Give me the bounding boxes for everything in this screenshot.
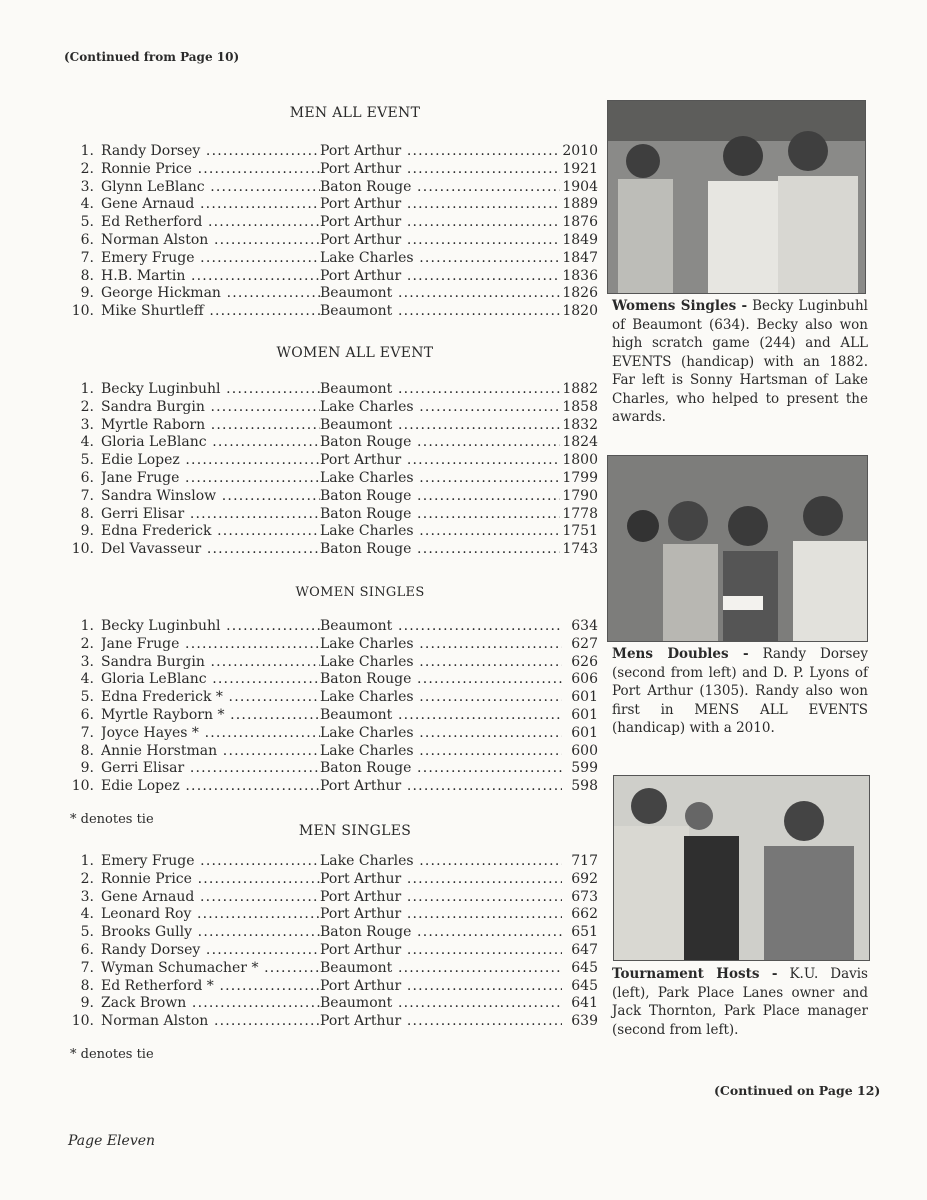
cell-rank: 1. — [80, 618, 94, 634]
cell-name: Sandra Burgin ..... — [101, 654, 320, 672]
cell-rank: 5. — [80, 452, 94, 469]
cell-city: Port Arthur ..... — [320, 871, 562, 889]
cell-name: Sandra Winslow ..... — [101, 488, 320, 506]
cell-rank: 8. — [80, 977, 94, 994]
cell-score: 645 — [571, 977, 598, 994]
cell-city: Beaumont ..... — [320, 960, 562, 978]
cell-name: Gerri Elisar ..... — [101, 760, 320, 778]
cell-score: 606 — [571, 671, 598, 688]
cell-rank: 7. — [80, 959, 94, 976]
table-row — [64, 978, 598, 996]
cell-city: Port Arthur ..... — [320, 978, 562, 996]
table-row — [64, 889, 598, 907]
cell-rank: 6. — [80, 706, 94, 723]
cell-score: 1800 — [562, 452, 598, 469]
cell-score: 1820 — [562, 303, 598, 320]
cell-rank: 4. — [80, 196, 94, 213]
table-row — [64, 778, 598, 796]
cell-score: 1826 — [562, 285, 598, 302]
cell-score: 647 — [571, 941, 598, 958]
cell-name: Gene Arnaud ..... — [101, 196, 320, 214]
cell-score: 1751 — [562, 523, 598, 540]
cell-city: Port Arthur ..... — [320, 143, 560, 161]
cell-rank: 6. — [80, 231, 94, 248]
cell-name: Ronnie Price ..... — [101, 871, 320, 889]
cell-rank: 10. — [71, 1013, 94, 1030]
cell-name: Edna Frederick ..... — [101, 523, 320, 541]
cell-rank: 10. — [71, 778, 94, 795]
cell-name: Ed Retherford ..... — [101, 214, 320, 232]
cell-name: Norman Alston ..... — [101, 232, 320, 250]
cell-rank: 5. — [80, 214, 94, 231]
cell-rank: 4. — [80, 671, 94, 688]
cell-rank: 5. — [80, 689, 94, 706]
cell-score: 662 — [571, 906, 598, 923]
table-row — [64, 618, 598, 636]
cell-name: Jane Fruge ..... — [101, 470, 320, 488]
photo-womens-singles — [607, 100, 866, 294]
cell-score: 1832 — [562, 416, 598, 433]
cell-name: Zack Brown ..... — [101, 995, 320, 1013]
table-row — [64, 452, 598, 470]
caption-lead: Tournament Hosts - — [612, 966, 778, 982]
continued-on: (Continued on Page 12) — [714, 1083, 881, 1098]
cell-city: Lake Charles ..... — [320, 654, 562, 672]
cell-city: Port Arthur ..... — [320, 778, 562, 796]
cell-score: 1876 — [562, 214, 598, 231]
cell-rank: 7. — [80, 249, 94, 266]
cell-rank: 2. — [80, 160, 94, 177]
cell-city: Baton Rouge ..... — [320, 671, 562, 689]
table-row — [64, 143, 598, 161]
cell-rank: 2. — [80, 870, 94, 887]
cell-score: 1778 — [562, 505, 598, 522]
men-all-event-title: MEN ALL EVENT — [289, 105, 421, 121]
cell-name: Joyce Hayes * ..... — [101, 725, 320, 743]
cell-score: 600 — [571, 742, 598, 759]
table-row — [64, 689, 598, 707]
cell-rank: 6. — [80, 941, 94, 958]
cell-name: Mike Shurtleff ..... — [101, 303, 320, 321]
table-row — [64, 196, 598, 214]
cell-rank: 1. — [80, 143, 94, 159]
cell-city: Lake Charles ..... — [320, 250, 560, 268]
cell-rank: 9. — [80, 285, 94, 302]
cell-name: Norman Alston ..... — [101, 1013, 320, 1031]
cell-score: 645 — [571, 959, 598, 976]
cell-rank: 5. — [80, 924, 94, 941]
table-row — [64, 636, 598, 654]
cell-score: 1882 — [562, 381, 598, 397]
cell-city: Port Arthur ..... — [320, 268, 560, 286]
table-row — [64, 654, 598, 672]
cell-rank: 2. — [80, 635, 94, 652]
cell-city: Lake Charles ..... — [320, 725, 562, 743]
cell-city: Port Arthur ..... — [320, 452, 560, 470]
cell-rank: 3. — [80, 888, 94, 905]
caption-text: Randy Dorsey (second from left) and D. P. Lyons of Port Arthur (1305). Randy also won first in MENS ALL EVENTS (handicap) with a 2010. — [612, 646, 868, 736]
table-row — [64, 906, 598, 924]
cell-name: Edie Lopez ..... — [101, 778, 320, 796]
table-row — [64, 853, 598, 871]
cell-name: Jane Fruge ..... — [101, 636, 320, 654]
cell-name: Edie Lopez ..... — [101, 452, 320, 470]
cell-score: 601 — [571, 724, 598, 741]
cell-score: 627 — [571, 635, 598, 652]
cell-city: Baton Rouge ..... — [320, 924, 562, 942]
cell-score: 1889 — [562, 196, 598, 213]
continued-from: (Continued from Page 10) — [64, 50, 240, 64]
cell-name: Gloria LeBlanc ..... — [101, 671, 320, 689]
cell-name: Myrtle Raborn ..... — [101, 417, 320, 435]
caption-womens-singles — [612, 297, 868, 427]
cell-name: H.B. Martin ..... — [101, 268, 320, 286]
cell-rank: 3. — [80, 416, 94, 433]
photo-tournament-hosts — [613, 775, 870, 961]
cell-city: Baton Rouge ..... — [320, 488, 560, 506]
cell-city: Lake Charles ..... — [320, 523, 560, 541]
cell-city: Beaumont ..... — [320, 707, 562, 725]
cell-score: 641 — [571, 995, 598, 1012]
cell-name: Wyman Schumacher * ..... — [101, 960, 320, 978]
table-row — [64, 743, 598, 761]
cell-score: 634 — [571, 618, 598, 634]
cell-score: 598 — [571, 778, 598, 795]
table-row — [64, 995, 598, 1013]
cell-name: Gerri Elisar ..... — [101, 506, 320, 524]
cell-city: Lake Charles ..... — [320, 853, 562, 871]
cell-city: Port Arthur ..... — [320, 889, 562, 907]
cell-city: Lake Charles ..... — [320, 689, 562, 707]
cell-score: 601 — [571, 706, 598, 723]
cell-name: Annie Horstman ..... — [101, 743, 320, 761]
cell-city: Baton Rouge ..... — [320, 541, 560, 559]
cell-rank: 10. — [71, 303, 94, 320]
table-row — [64, 381, 598, 399]
cell-score: 651 — [571, 924, 598, 941]
cell-city: Port Arthur ..... — [320, 196, 560, 214]
table-row — [64, 760, 598, 778]
cell-name: Myrtle Rayborn * ..... — [101, 707, 320, 725]
caption-lead: Womens Singles - — [612, 298, 748, 314]
cell-city: Beaumont ..... — [320, 995, 562, 1013]
cell-rank: 9. — [80, 523, 94, 540]
cell-city: Beaumont ..... — [320, 618, 562, 636]
men-singles-title: MEN SINGLES — [298, 823, 412, 839]
cell-score: 673 — [571, 888, 598, 905]
table-row — [64, 523, 598, 541]
cell-score: 1790 — [562, 487, 598, 504]
table-row — [64, 871, 598, 889]
cell-name: Randy Dorsey ..... — [101, 143, 320, 161]
cell-city: Port Arthur ..... — [320, 214, 560, 232]
cell-score: 1799 — [562, 469, 598, 486]
women-singles-table — [64, 618, 598, 796]
table-row — [64, 161, 598, 179]
cell-name: Leonard Roy ..... — [101, 906, 320, 924]
cell-rank: 4. — [80, 906, 94, 923]
women-singles-note: * denotes tie — [70, 812, 154, 827]
page-label: Page Eleven — [68, 1133, 156, 1149]
cell-name: Becky Luginbuhl ..... — [101, 381, 320, 399]
table-row — [64, 924, 598, 942]
cell-rank: 1. — [80, 381, 94, 397]
cell-rank: 3. — [80, 178, 94, 195]
cell-rank: 10. — [71, 541, 94, 558]
cell-score: 639 — [571, 1013, 598, 1030]
women-singles-title: WOMEN SINGLES — [295, 585, 425, 600]
cell-score: 1847 — [562, 249, 598, 266]
cell-city: Beaumont ..... — [320, 285, 560, 303]
cell-score: 1921 — [562, 160, 598, 177]
cell-score: 1836 — [562, 267, 598, 284]
cell-name: Randy Dorsey ..... — [101, 942, 320, 960]
table-row — [64, 707, 598, 725]
women-all-event-title: WOMEN ALL EVENT — [276, 345, 434, 361]
cell-score: 1858 — [562, 398, 598, 415]
cell-rank: 7. — [80, 724, 94, 741]
cell-name: Gene Arnaud ..... — [101, 889, 320, 907]
cell-score: 601 — [571, 689, 598, 706]
cell-city: Lake Charles ..... — [320, 636, 562, 654]
cell-city: Port Arthur ..... — [320, 161, 560, 179]
caption-mens-doubles — [612, 645, 868, 738]
table-row — [64, 250, 598, 268]
cell-name: Sandra Burgin ..... — [101, 399, 320, 417]
cell-rank: 7. — [80, 487, 94, 504]
cell-city: Beaumont ..... — [320, 417, 560, 435]
cell-city: Lake Charles ..... — [320, 470, 560, 488]
cell-rank: 2. — [80, 398, 94, 415]
cell-name: Becky Luginbuhl ..... — [101, 618, 320, 636]
table-row — [64, 960, 598, 978]
cell-rank: 9. — [80, 995, 94, 1012]
men-all-event-table — [64, 143, 598, 321]
caption-tournament-hosts — [612, 965, 868, 1039]
table-row — [64, 506, 598, 524]
cell-rank: 4. — [80, 434, 94, 451]
cell-score: 1824 — [562, 434, 598, 451]
cell-score: 692 — [571, 870, 598, 887]
cell-score: 626 — [571, 653, 598, 670]
table-row — [64, 942, 598, 960]
table-row — [64, 303, 598, 321]
cell-score: 717 — [571, 853, 598, 869]
cell-name: Glynn LeBlanc ..... — [101, 179, 320, 197]
cell-name: Ronnie Price ..... — [101, 161, 320, 179]
cell-score: 1904 — [562, 178, 598, 195]
cell-name: George Hickman ..... — [101, 285, 320, 303]
cell-city: Beaumont ..... — [320, 303, 560, 321]
cell-rank: 9. — [80, 760, 94, 777]
cell-city: Baton Rouge ..... — [320, 760, 562, 778]
cell-rank: 6. — [80, 469, 94, 486]
table-row — [64, 285, 598, 303]
men-singles-note: * denotes tie — [70, 1047, 154, 1062]
men-singles-table — [64, 853, 598, 1031]
table-row — [64, 470, 598, 488]
table-row — [64, 1013, 598, 1031]
cell-name: Gloria LeBlanc ..... — [101, 434, 320, 452]
caption-text: Becky Luginbuhl of Beaumont (634). Becky also won high scratch game (244) and ALL EVENTS (handicap) with an 1882. Far left is Sonny Hartsman of Lake Charles, who helped to present the awards. — [612, 298, 868, 425]
cell-score: 599 — [571, 760, 598, 777]
table-row — [64, 268, 598, 286]
cell-rank: 8. — [80, 505, 94, 522]
table-row — [64, 399, 598, 417]
cell-city: Beaumont ..... — [320, 381, 560, 399]
cell-city: Baton Rouge ..... — [320, 179, 560, 197]
cell-name: Emery Fruge ..... — [101, 250, 320, 268]
table-row — [64, 232, 598, 250]
cell-city: Baton Rouge ..... — [320, 506, 560, 524]
cell-city: Port Arthur ..... — [320, 942, 562, 960]
cell-city: Port Arthur ..... — [320, 906, 562, 924]
cell-name: Brooks Gully ..... — [101, 924, 320, 942]
cell-name: Edna Frederick * ..... — [101, 689, 320, 707]
table-row — [64, 434, 598, 452]
photo-mens-doubles — [607, 455, 868, 642]
caption-lead: Mens Doubles - — [612, 646, 749, 662]
cell-score: 1743 — [562, 541, 598, 558]
women-all-event-table — [64, 381, 598, 559]
cell-city: Lake Charles ..... — [320, 399, 560, 417]
cell-city: Port Arthur ..... — [320, 1013, 562, 1031]
caption-text: K.U. Davis (left), Park Place Lanes owner and Jack Thornton, Park Place manager (second from left). — [612, 966, 868, 1038]
table-row — [64, 417, 598, 435]
cell-name: Del Vavasseur ..... — [101, 541, 320, 559]
cell-name: Ed Retherford * ..... — [101, 978, 320, 996]
cell-rank: 3. — [80, 653, 94, 670]
cell-city: Baton Rouge ..... — [320, 434, 560, 452]
table-row — [64, 541, 598, 559]
table-row — [64, 179, 598, 197]
table-row — [64, 488, 598, 506]
table-row — [64, 671, 598, 689]
table-row — [64, 725, 598, 743]
cell-name: Emery Fruge ..... — [101, 853, 320, 871]
cell-rank: 1. — [80, 853, 94, 869]
cell-score: 1849 — [562, 231, 598, 248]
table-row — [64, 214, 598, 232]
cell-city: Lake Charles ..... — [320, 743, 562, 761]
cell-rank: 8. — [80, 267, 94, 284]
cell-rank: 8. — [80, 742, 94, 759]
cell-city: Port Arthur ..... — [320, 232, 560, 250]
cell-score: 2010 — [562, 143, 598, 159]
